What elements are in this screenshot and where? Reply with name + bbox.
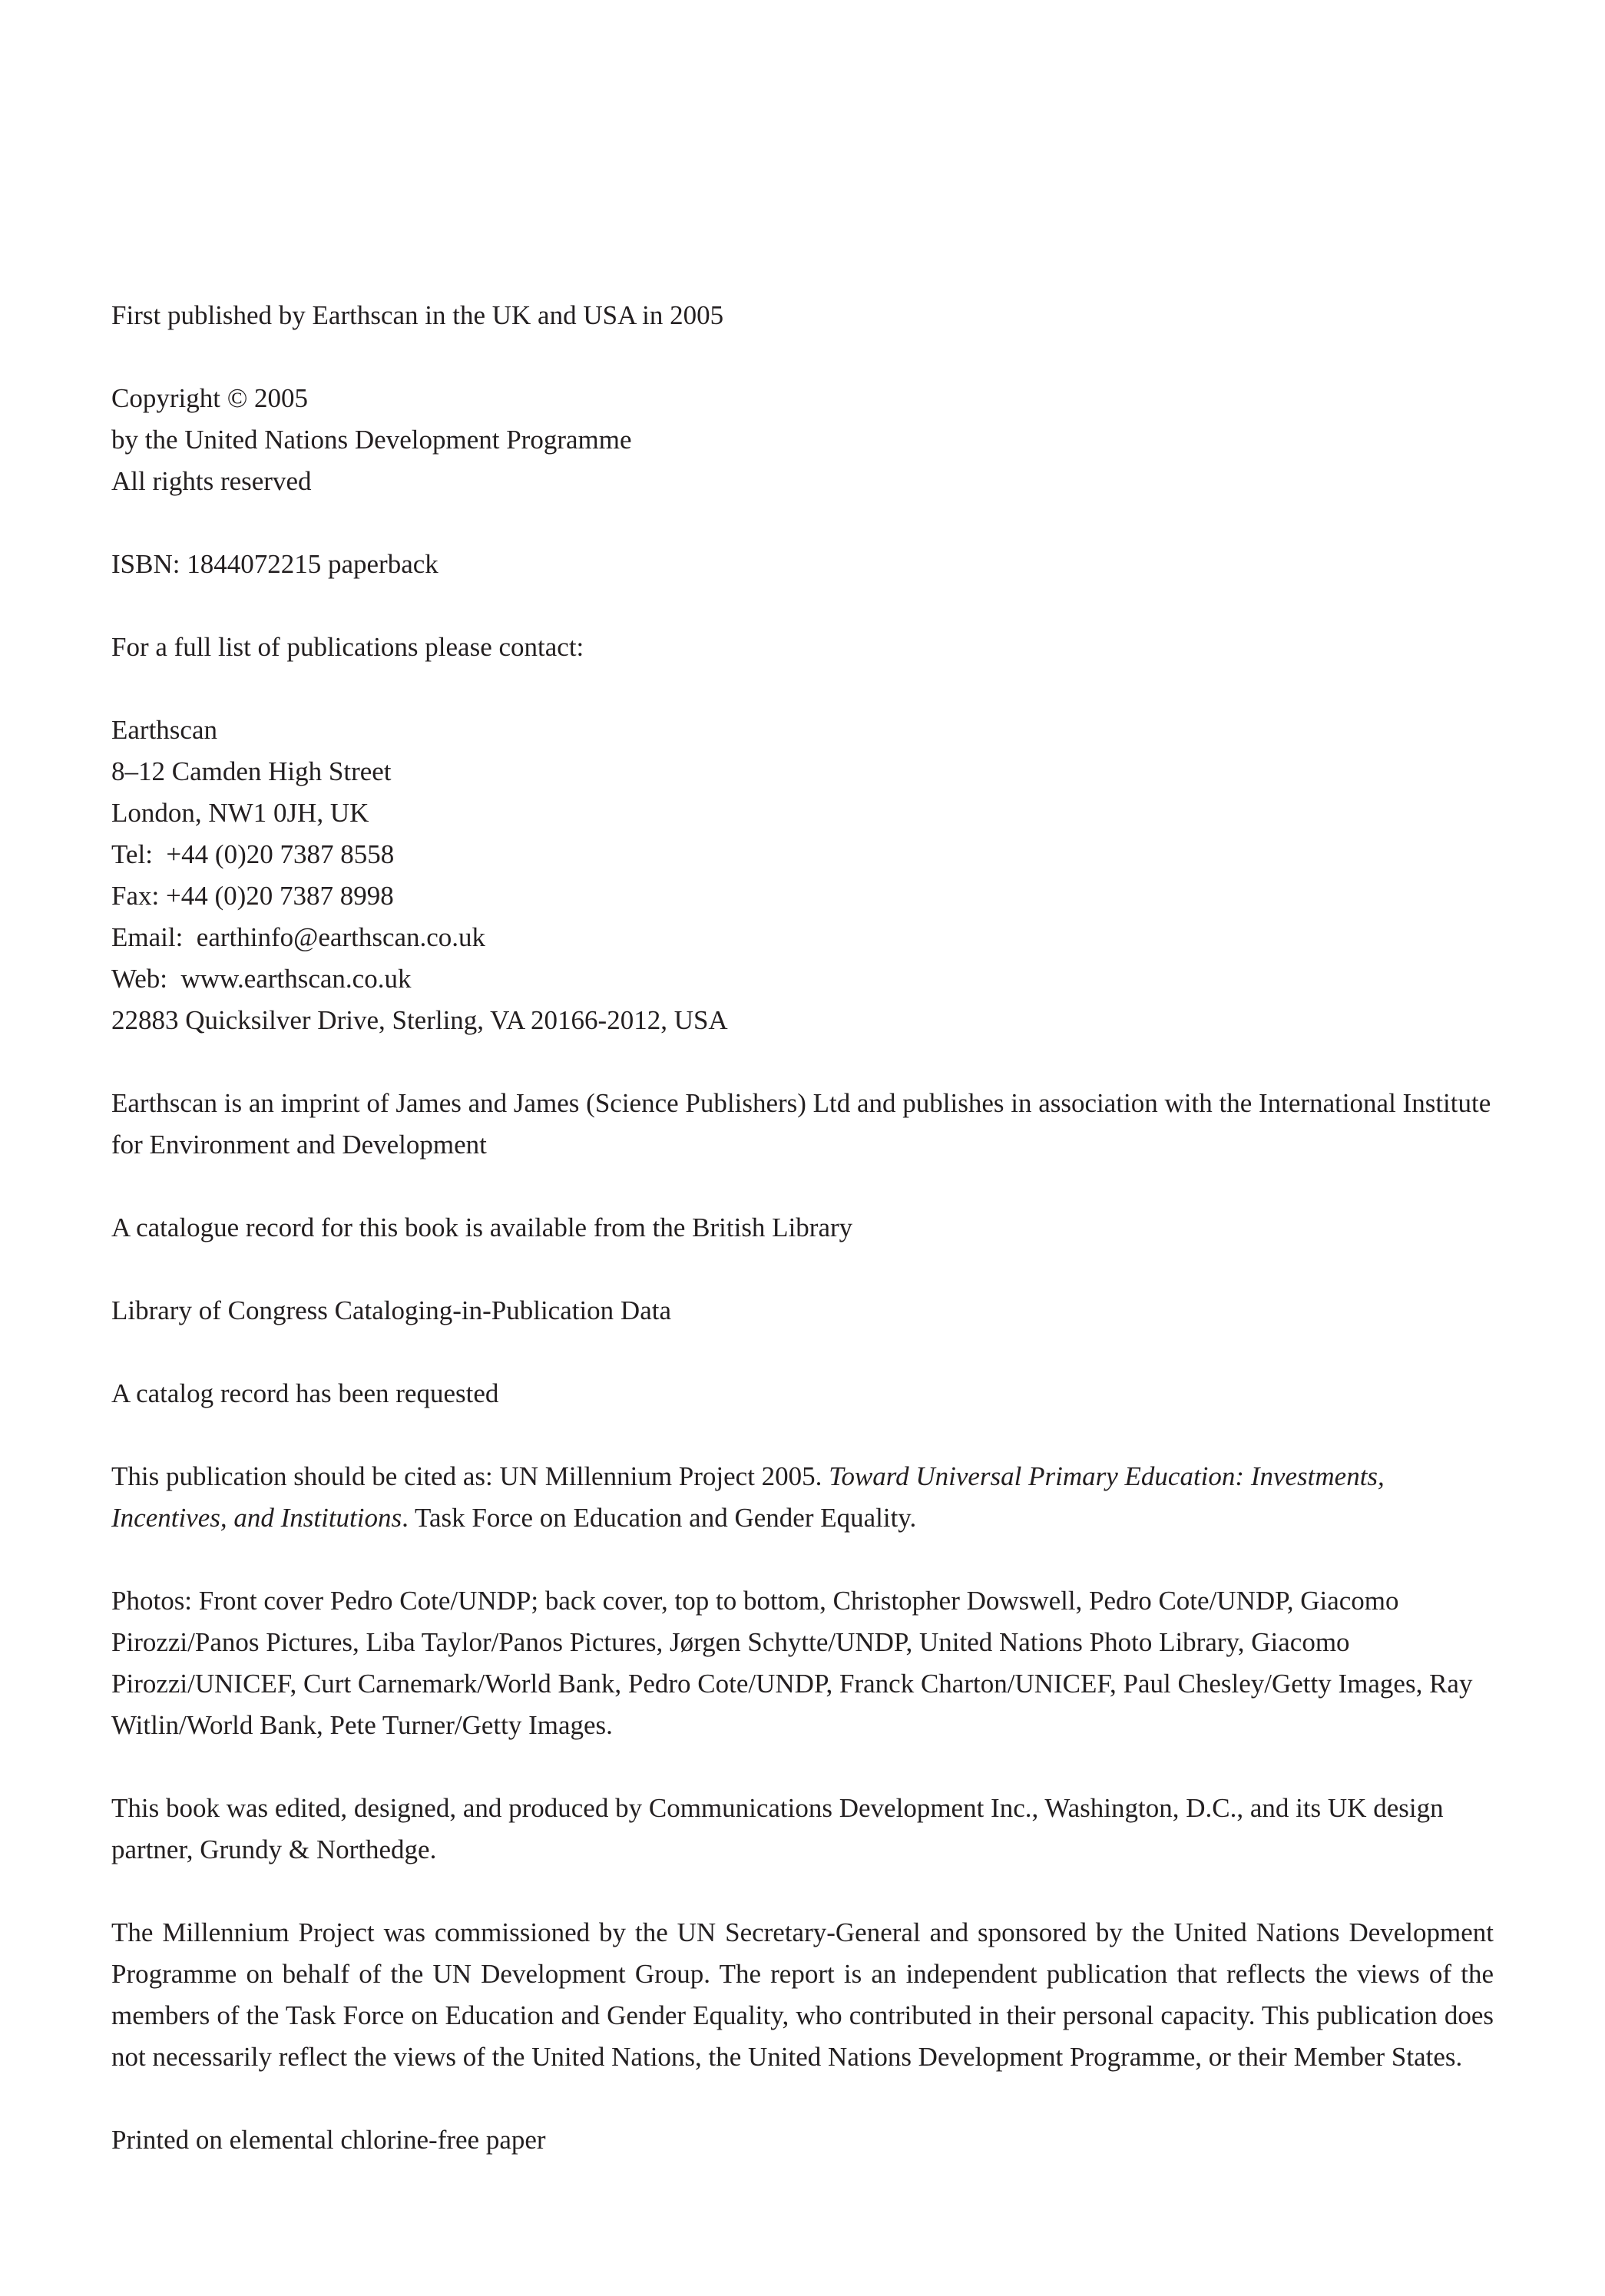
us-address-line: 22883 Quicksilver Drive, Sterling, VA 20166-2012, USA: [111, 1005, 728, 1035]
copyright-holder-line: by the United Nations Development Programme: [111, 425, 632, 455]
photos-block: [111, 1580, 1494, 1746]
first-published-block: [111, 295, 1494, 336]
web-line: Web: www.earthscan.co.uk: [111, 964, 412, 994]
production-paragraph: This book was edited, designed, and produced by Communications Development Inc., Washington, D.C., and its UK design partner, Grundy & Northedge.: [111, 1793, 1444, 1864]
loc-record-line: A catalog record has been requested: [111, 1378, 499, 1408]
copyright-block: [111, 378, 1494, 502]
street-address: 8–12 Camden High Street: [111, 756, 392, 786]
rights-reserved-line: All rights reserved: [111, 466, 312, 496]
imprint-paragraph: Earthscan is an imprint of James and James (Science Publishers) Ltd and publishes in association with the International Institute for Environment and Development: [111, 1088, 1491, 1160]
loc-heading-block: [111, 1290, 1494, 1332]
british-library-line: A catalogue record for this book is available from the British Library: [111, 1213, 853, 1242]
fax-line: Fax: +44 (0)20 7387 8998: [111, 881, 394, 911]
citation-prefix: This publication should be cited as: UN Millennium Project 2005.: [111, 1461, 829, 1491]
copyright-line: Copyright © 2005: [111, 383, 309, 413]
disclaimer-block: [111, 1912, 1494, 2078]
contact-intro-block: [111, 627, 1494, 668]
address-block: [111, 710, 1494, 1041]
citation-paragraph: [111, 1456, 1494, 1539]
isbn-block: [111, 544, 1494, 585]
production-block: [111, 1788, 1494, 1871]
paper-line: Printed on elemental chlorine-free paper: [111, 2125, 546, 2155]
copyright-page: [111, 295, 1494, 2202]
contact-intro-line: For a full list of publications please contact:: [111, 632, 584, 662]
british-library-block: [111, 1207, 1494, 1249]
citation-title: Toward Universal Primary Education: Investments, Incentives, and Institutions: [111, 1461, 1385, 1533]
loc-record-block: [111, 1373, 1494, 1414]
publisher-name: Earthscan: [111, 715, 217, 745]
isbn-line: ISBN: 1844072215 paperback: [111, 549, 438, 579]
disclaimer-paragraph: The Millennium Project was commissioned by the UN Secretary-General and sponsored by the United Nations Development Programme on behalf of the UN Development Group. The report is an independent publication that reflects the views of the members of the Task Force on Education and Gender Equality, who contributed in their personal capacity. This publication does not necessarily reflect the views of the United Nations, the United Nations Development Programme, or their Member States.: [111, 1917, 1494, 2072]
first-published-line: First published by Earthscan in the UK and USA in 2005: [111, 300, 724, 330]
photos-credits-paragraph: Photos: Front cover Pedro Cote/UNDP; back cover, top to bottom, Christopher Dowswell, Pedro Cote/UNDP, Giacomo Pirozzi/Panos Pictures, Liba Taylor/Panos Pictures, Jørgen Schytte/UNDP, United Nations Photo Library, Giacomo Pirozzi/UNICEF, Curt Carnemark/World Bank, Pedro Cote/UNDP, Franck Charton/UNICEF, Paul Chesley/Getty Images, Ray Witlin/World Bank, Pete Turner/Getty Images.: [111, 1586, 1473, 1740]
imprint-block: [111, 1083, 1494, 1166]
citation-suffix: . Task Force on Education and Gender Equality.: [402, 1503, 917, 1533]
loc-heading-line: Library of Congress Cataloging-in-Publication Data: [111, 1295, 672, 1325]
telephone-line: Tel: +44 (0)20 7387 8558: [111, 839, 395, 869]
citation-block: [111, 1456, 1494, 1539]
email-line: Email: earthinfo@earthscan.co.uk: [111, 922, 486, 952]
city-address: London, NW1 0JH, UK: [111, 798, 369, 828]
paper-block: [111, 2119, 1494, 2161]
